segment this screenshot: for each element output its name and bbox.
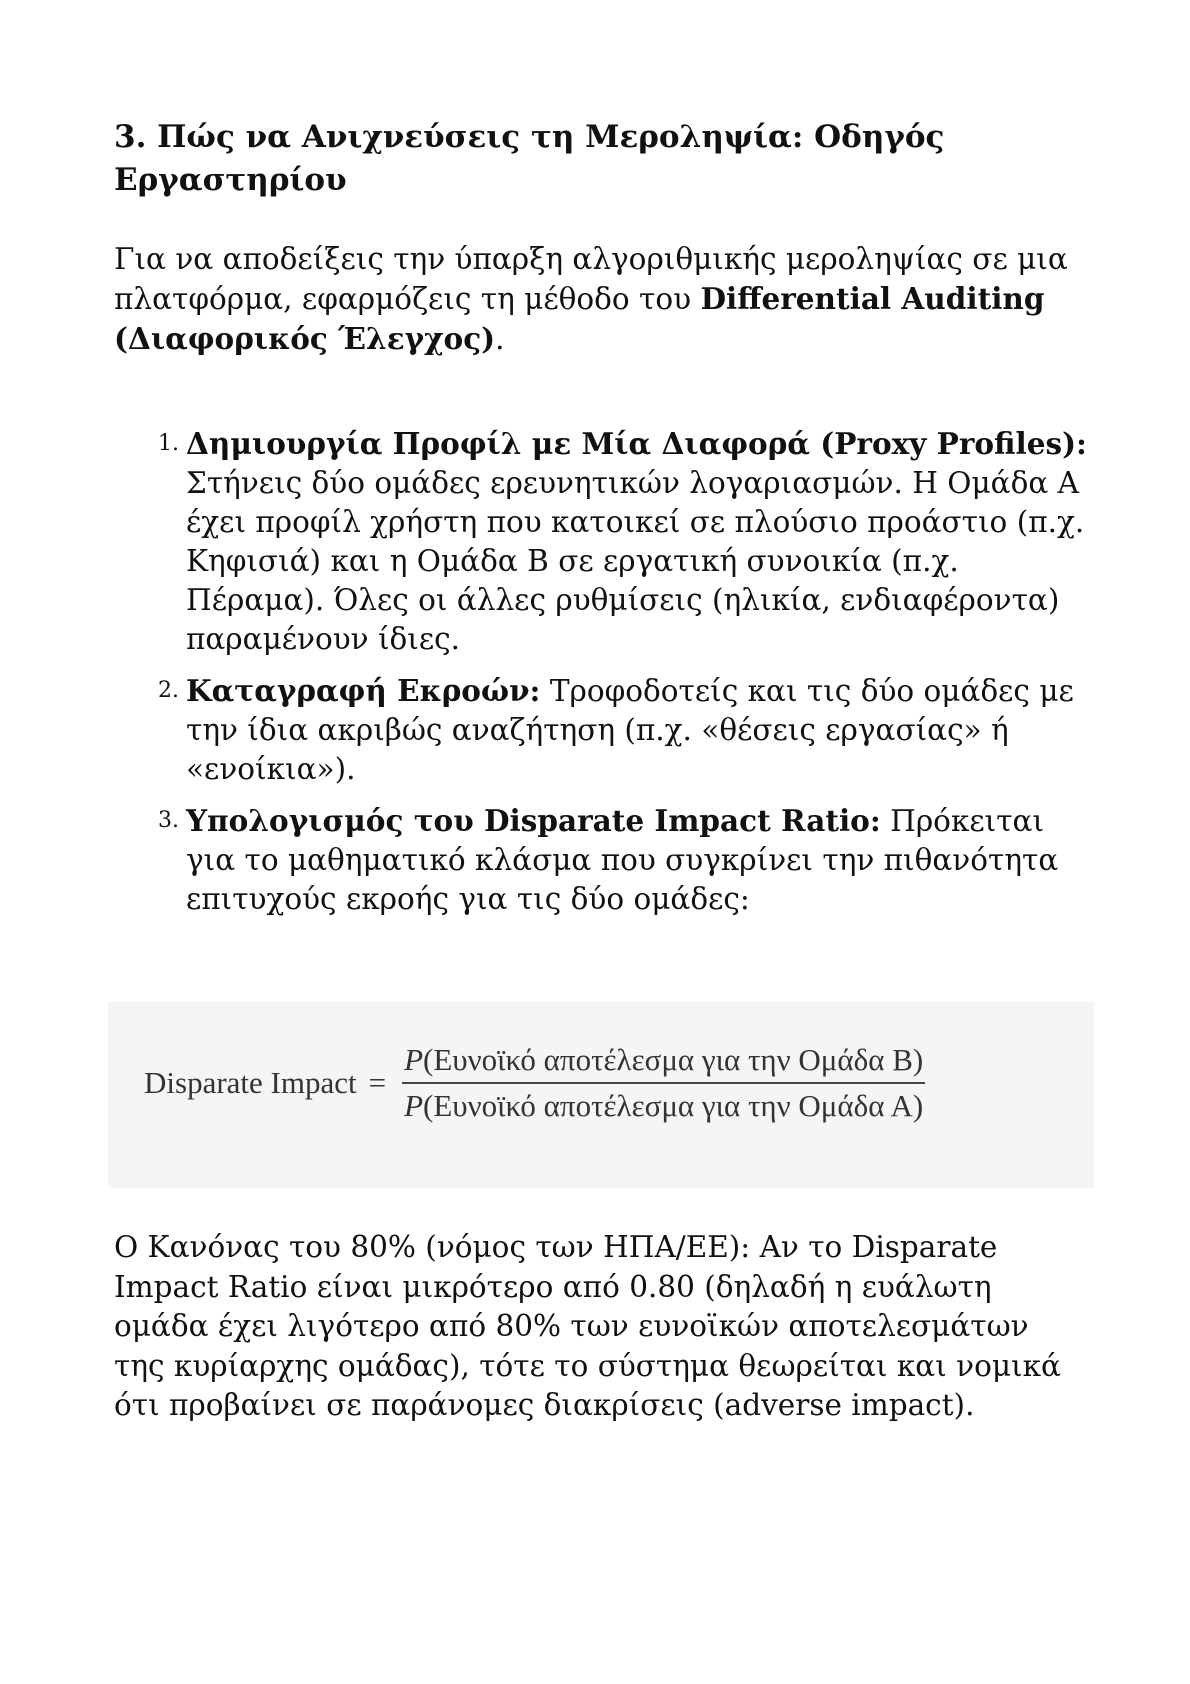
rule-paragraph: Ο Κανόνας του 80% (νόμος των ΗΠΑ/ΕΕ): Αν το Disparate Impact Ratio είναι μικρότερο από 0.80 (δηλαδή η ευάλωτη ομάδα έχει λιγότερο από 80% των ευνοϊκών αποτελεσμάτων της κυρίαρχης ομάδας), τότε το σύστημα θεωρείται και νομικά ότι προβαίνει σε παράνομες διακρίσεις (adverse impact). xyxy=(114,1230,1061,1422)
step-number: 3. xyxy=(158,808,179,833)
formula-numerator xyxy=(402,1038,925,1082)
probability-symbol: P xyxy=(404,1042,424,1077)
step-title: Υπολογισμός του Disparate Impact Ratio: xyxy=(186,803,881,838)
denominator-text: (Ευνοϊκό αποτέλεσμα για την Ομάδα Α) xyxy=(423,1088,924,1123)
section-heading: 3. Πώς να Ανιχνεύσεις τη Μεροληψία: Οδηγός Εργαστηρίου xyxy=(114,119,945,198)
step-title: Καταγραφή Εκροών: xyxy=(186,673,541,708)
step-number: 1. xyxy=(158,431,179,456)
intro-method-name: Differential Auditing (Διαφορικός Έλεγχος) xyxy=(114,281,1045,356)
step-text: Τροφοδοτείς και τις δύο ομάδες με την ίδια ακριβώς αναζήτηση (π.χ. «θέσεις εργασίας» ή «ενοίκια»). xyxy=(186,674,1074,786)
formula-denominator xyxy=(402,1084,925,1128)
probability-symbol: P xyxy=(404,1088,424,1123)
step-text: Στήνεις δύο ομάδες ερευνητικών λογαριασμών. Η Ομάδα Α έχει προφίλ χρήστη που κατοικεί σε πλούσιο προάστιο (π.χ. Κηφισιά) και η Ομάδα Β σε εργατική συνοικία (π.χ. Πέραμα). Όλες οι άλλες ρυθμίσεις (ηλικία, ενδιαφέροντα) παραμένουν ίδιες. xyxy=(186,466,1085,656)
step-number: 2. xyxy=(158,678,179,703)
step-title: Δημιουργία Προφίλ με Μία Διαφορά (Proxy Profiles): xyxy=(186,426,1087,461)
intro-end: . xyxy=(495,322,505,356)
formula-fraction xyxy=(402,1038,925,1128)
numerator-text: (Ευνοϊκό αποτέλεσμα για την Ομάδα Β) xyxy=(423,1042,924,1077)
intro-text: Για να αποδείξεις την ύπαρξη αλγοριθμικής μεροληψίας σε μια πλατφόρμα, εφαρμόζεις τη μέθοδο του xyxy=(114,242,1068,316)
step-text: Πρόκειται για το μαθηματικό κλάσμα που συγκρίνει την πιθανότητα επιτυχούς εκροής για τις δύο ομάδες: xyxy=(186,804,1059,916)
disparate-impact-formula xyxy=(144,1038,925,1128)
intro-paragraph xyxy=(114,240,1074,359)
list-item xyxy=(152,671,1092,789)
list-item xyxy=(152,424,1092,659)
steps-list xyxy=(152,424,1092,919)
formula-image xyxy=(108,1002,1094,1188)
formula-equals: = xyxy=(368,1065,387,1100)
formula-lhs: Disparate Impact xyxy=(144,1065,357,1100)
list-item xyxy=(152,801,1092,919)
